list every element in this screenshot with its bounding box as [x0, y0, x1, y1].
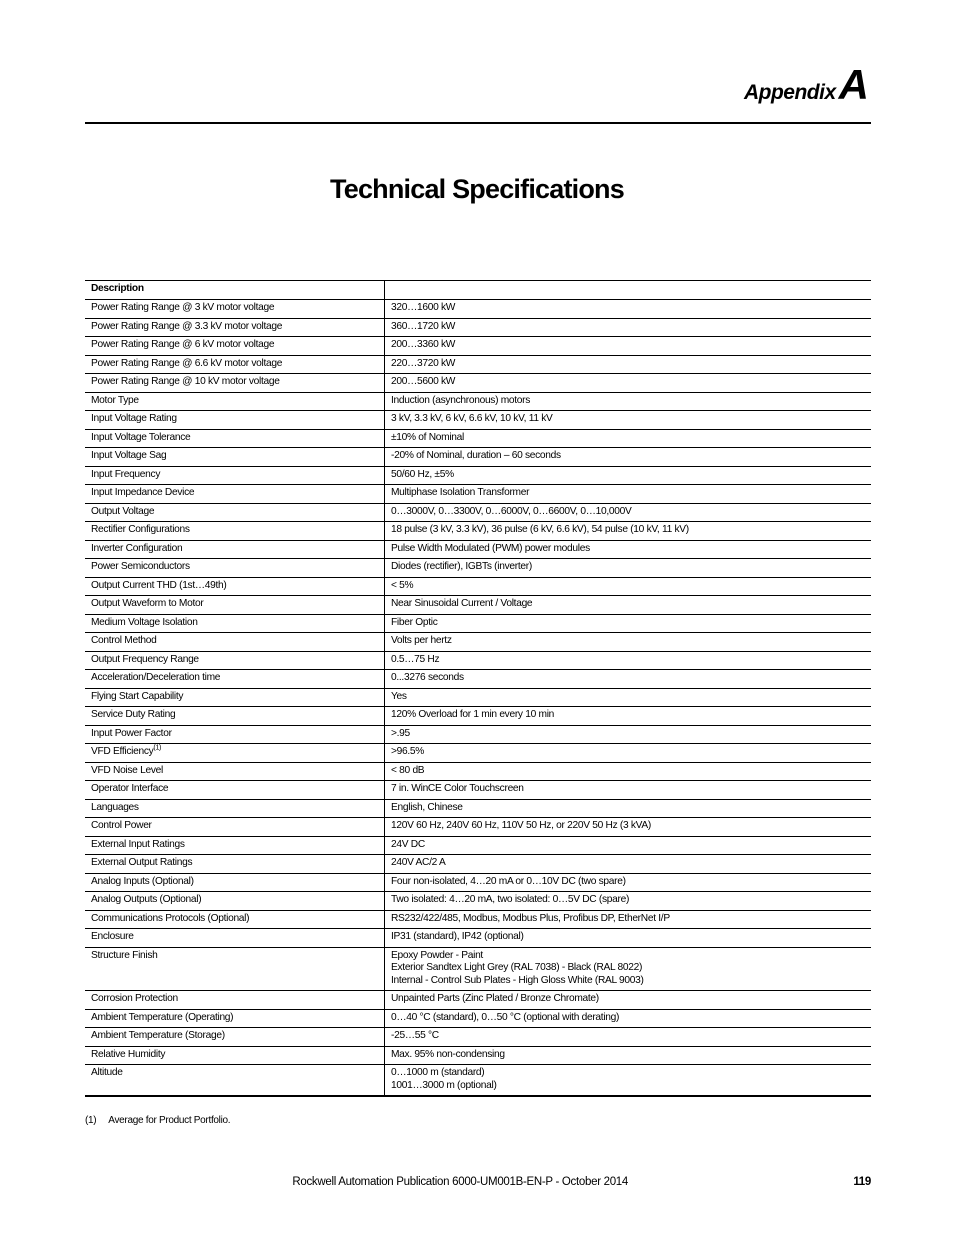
table-row	[85, 374, 871, 393]
spec-description	[85, 744, 385, 763]
spec-description-text: Ambient Temperature (Storage)	[91, 1030, 225, 1041]
spec-value: -25…55 °C	[385, 1028, 872, 1047]
spec-description-text: Acceleration/Deceleration time	[91, 672, 221, 683]
table-row	[85, 836, 871, 855]
spec-description	[85, 485, 385, 504]
spec-value: IP31 (standard), IP42 (optional)	[385, 929, 872, 948]
spec-table	[85, 280, 871, 1097]
spec-description	[85, 873, 385, 892]
spec-value: 360…1720 kW	[385, 318, 872, 337]
spec-description	[85, 466, 385, 485]
table-row	[85, 1009, 871, 1028]
spec-description-text: Input Voltage Rating	[91, 413, 177, 424]
spec-description-text: Input Frequency	[91, 468, 161, 480]
spec-description-text: Analog Inputs (Optional)	[91, 875, 194, 887]
table-row	[85, 429, 871, 448]
appendix-heading	[743, 61, 869, 108]
table-row	[85, 540, 871, 559]
spec-description-text: Input Impedance Device	[91, 487, 195, 498]
table-row	[85, 707, 871, 726]
table-row	[85, 947, 871, 991]
table-row	[85, 577, 871, 596]
spec-value: 0…40 °C (standard), 0…50 °C (optional with derating)	[385, 1009, 872, 1028]
spec-value: 24V DC	[385, 836, 872, 855]
spec-value: >.95	[385, 725, 872, 744]
spec-value-line: Epoxy Powder - Paint	[391, 949, 483, 961]
appendix-letter: A	[838, 61, 869, 108]
spec-description	[85, 392, 385, 411]
spec-description	[85, 910, 385, 929]
spec-description-text: Flying Start Capability	[91, 690, 184, 702]
table-row	[85, 300, 871, 319]
table-row	[85, 1046, 871, 1065]
spec-value: Yes	[385, 688, 872, 707]
spec-description-text: Output Waveform to Motor	[91, 598, 204, 609]
spec-description	[85, 540, 385, 559]
description-column-header: Description	[85, 281, 385, 300]
spec-description-text: Service Duty Rating	[91, 709, 176, 720]
spec-description	[85, 991, 385, 1010]
spec-value: Unpainted Parts (Zinc Plated / Bronze Chromate)	[385, 991, 872, 1010]
table-row	[85, 818, 871, 837]
spec-value: 18 pulse (3 kV, 3.3 kV), 36 pulse (6 kV, 6.6 kV), 54 pulse (10 kV, 11 kV)	[385, 522, 872, 541]
spec-description	[85, 633, 385, 652]
spec-description	[85, 707, 385, 726]
spec-value: 200…3360 kW	[385, 337, 872, 356]
spec-description-text: Corrosion Protection	[91, 993, 178, 1004]
spec-value: Four non-isolated, 4…20 mA or 0…10V DC (two spare)	[385, 873, 872, 892]
page-number: 119	[853, 1176, 871, 1188]
table-row	[85, 855, 871, 874]
spec-description-text: Input Voltage Sag	[91, 450, 167, 461]
spec-description-text: Input Voltage Tolerance	[91, 431, 191, 443]
table-row	[85, 892, 871, 911]
spec-description-text: Motor Type	[91, 394, 139, 406]
spec-value: 220…3720 kW	[385, 355, 872, 374]
spec-value: 7 in. WinCE Color Touchscreen	[385, 781, 872, 800]
spec-value: Max. 95% non-condensing	[385, 1046, 872, 1065]
table-row	[85, 559, 871, 578]
spec-description-text: Structure Finish	[91, 949, 158, 961]
spec-description-text: Inverter Configuration	[91, 542, 183, 554]
spec-value: 200…5600 kW	[385, 374, 872, 393]
table-row	[85, 485, 871, 504]
spec-description	[85, 522, 385, 541]
table-row	[85, 318, 871, 337]
spec-value: 0.5…75 Hz	[385, 651, 872, 670]
spec-description	[85, 1028, 385, 1047]
table-row	[85, 614, 871, 633]
spec-description-text: Rectifier Configurations	[91, 524, 190, 535]
table-row	[85, 929, 871, 948]
footnote-marker: (1)	[85, 1115, 97, 1126]
appendix-word: Appendix	[743, 81, 836, 104]
spec-description-text: Analog Outputs (Optional)	[91, 894, 202, 905]
table-row	[85, 1065, 871, 1097]
table-row	[85, 781, 871, 800]
spec-value: 240V AC/2 A	[385, 855, 872, 874]
spec-value: Diodes (rectifier), IGBTs (inverter)	[385, 559, 872, 578]
table-row	[85, 651, 871, 670]
table-row	[85, 503, 871, 522]
spec-value: >96.5%	[385, 744, 872, 763]
spec-description	[85, 374, 385, 393]
spec-value: Fiber Optic	[385, 614, 872, 633]
spec-description-text: Power Rating Range @ 6 kV motor voltage	[91, 339, 275, 350]
spec-description-text: Power Rating Range @ 10 kV motor voltage	[91, 376, 280, 387]
spec-value: Near Sinusoidal Current / Voltage	[385, 596, 872, 615]
spec-value-line: Exterior Sandtex Light Grey (RAL 7038) - Black (RAL 8022)	[391, 962, 643, 973]
table-row	[85, 448, 871, 467]
spec-description-text: VFD Efficiency	[91, 746, 154, 757]
spec-description	[85, 855, 385, 874]
table-row	[85, 392, 871, 411]
spec-description	[85, 614, 385, 633]
spec-description-text: Operator Interface	[91, 783, 169, 794]
spec-value: 3 kV, 3.3 kV, 6 kV, 6.6 kV, 10 kV, 11 kV	[385, 411, 872, 430]
spec-description-text: Relative Humidity	[91, 1048, 166, 1060]
spec-description	[85, 688, 385, 707]
spec-description	[85, 1009, 385, 1028]
spec-value	[385, 1065, 872, 1097]
table-row	[85, 873, 871, 892]
spec-value: -20% of Nominal, duration – 60 seconds	[385, 448, 872, 467]
spec-value	[385, 947, 872, 991]
table-row	[85, 991, 871, 1010]
spec-description-text: VFD Noise Level	[91, 764, 163, 776]
value-column-header	[385, 281, 872, 300]
table-row	[85, 596, 871, 615]
spec-value: 0...3276 seconds	[385, 670, 872, 689]
spec-description	[85, 762, 385, 781]
spec-description	[85, 355, 385, 374]
spec-description	[85, 836, 385, 855]
spec-description-text: Control Power	[91, 820, 152, 831]
spec-description-text: Power Rating Range @ 6.6 kV motor voltage	[91, 357, 283, 369]
spec-description-text: Power Rating Range @ 3.3 kV motor voltage	[91, 320, 283, 332]
table-row	[85, 633, 871, 652]
spec-description	[85, 651, 385, 670]
spec-value: English, Chinese	[385, 799, 872, 818]
spec-value: 120% Overload for 1 min every 10 min	[385, 707, 872, 726]
spec-description-text: Control Method	[91, 635, 157, 646]
spec-description-text: External Input Ratings	[91, 838, 185, 850]
spec-value: Two isolated: 4…20 mA, two isolated: 0…5V DC (spare)	[385, 892, 872, 911]
spec-description	[85, 818, 385, 837]
spec-description	[85, 318, 385, 337]
spec-description-text: Input Power Factor	[91, 727, 172, 739]
table-row	[85, 522, 871, 541]
table-row	[85, 725, 871, 744]
spec-description	[85, 300, 385, 319]
spec-description	[85, 1046, 385, 1065]
spec-value: Multiphase Isolation Transformer	[385, 485, 872, 504]
table-row	[85, 910, 871, 929]
spec-description	[85, 559, 385, 578]
spec-description	[85, 596, 385, 615]
spec-description-text: Output Frequency Range	[91, 653, 199, 665]
spec-value: 0…3000V, 0…3300V, 0…6000V, 0…6600V, 0…10,000V	[385, 503, 872, 522]
spec-description	[85, 503, 385, 522]
spec-description-text: Output Voltage	[91, 505, 155, 517]
spec-table-body	[85, 300, 871, 1097]
spec-description-text: Power Semiconductors	[91, 561, 190, 572]
table-row	[85, 411, 871, 430]
spec-value: ±10% of Nominal	[385, 429, 872, 448]
spec-description	[85, 947, 385, 991]
footnote-text: Average for Product Portfolio.	[108, 1115, 231, 1126]
table-row	[85, 670, 871, 689]
spec-value: Pulse Width Modulated (PWM) power modules	[385, 540, 872, 559]
spec-description-text: Altitude	[91, 1067, 123, 1078]
spec-value: RS232/422/485, Modbus, Modbus Plus, Profibus DP, EtherNet I/P	[385, 910, 872, 929]
spec-description	[85, 670, 385, 689]
spec-description-text: Ambient Temperature (Operating)	[91, 1011, 234, 1023]
spec-value: < 80 dB	[385, 762, 872, 781]
spec-value: < 5%	[385, 577, 872, 596]
table-row	[85, 1028, 871, 1047]
spec-table-header	[85, 281, 871, 300]
table-row	[85, 762, 871, 781]
spec-description	[85, 725, 385, 744]
spec-description	[85, 411, 385, 430]
spec-description-text: External Output Ratings	[91, 857, 193, 868]
spec-value: Volts per hertz	[385, 633, 872, 652]
spec-value: 120V 60 Hz, 240V 60 Hz, 110V 50 Hz, or 220V 50 Hz (3 kVA)	[385, 818, 872, 837]
spec-value-line: 1001…3000 m (optional)	[391, 1079, 497, 1091]
spec-description-text: Communications Protocols (Optional)	[91, 912, 250, 924]
publication-info: Rockwell Automation Publication 6000-UM001B-EN-P - October 2014	[292, 1176, 628, 1188]
table-row	[85, 466, 871, 485]
table-row	[85, 355, 871, 374]
spec-description-text: Output Current THD (1st…49th)	[91, 579, 227, 591]
spec-value: 50/60 Hz, ±5%	[385, 466, 872, 485]
spec-value-line: Internal - Control Sub Plates - High Gloss White (RAL 9003)	[391, 974, 644, 986]
spec-description	[85, 577, 385, 596]
spec-value: 320…1600 kW	[385, 300, 872, 319]
spec-description-text: Medium Voltage Isolation	[91, 616, 198, 628]
footnote-reference: (1)	[153, 744, 162, 752]
spec-description	[85, 1065, 385, 1097]
table-row	[85, 744, 871, 763]
spec-description	[85, 429, 385, 448]
footnote	[85, 1115, 230, 1126]
spec-description	[85, 799, 385, 818]
table-row	[85, 688, 871, 707]
spec-description	[85, 448, 385, 467]
table-row	[85, 799, 871, 818]
spec-description-text: Languages	[91, 801, 139, 813]
spec-description-text: Power Rating Range @ 3 kV motor voltage	[91, 302, 275, 313]
page-title: Technical Specifications	[330, 174, 624, 204]
spec-value-line: 0…1000 m (standard)	[391, 1067, 485, 1078]
spec-value: Induction (asynchronous) motors	[385, 392, 872, 411]
spec-description	[85, 781, 385, 800]
header-rule	[85, 122, 871, 124]
spec-description	[85, 892, 385, 911]
spec-description-text: Enclosure	[91, 931, 134, 942]
spec-description	[85, 337, 385, 356]
table-row	[85, 337, 871, 356]
spec-description	[85, 929, 385, 948]
